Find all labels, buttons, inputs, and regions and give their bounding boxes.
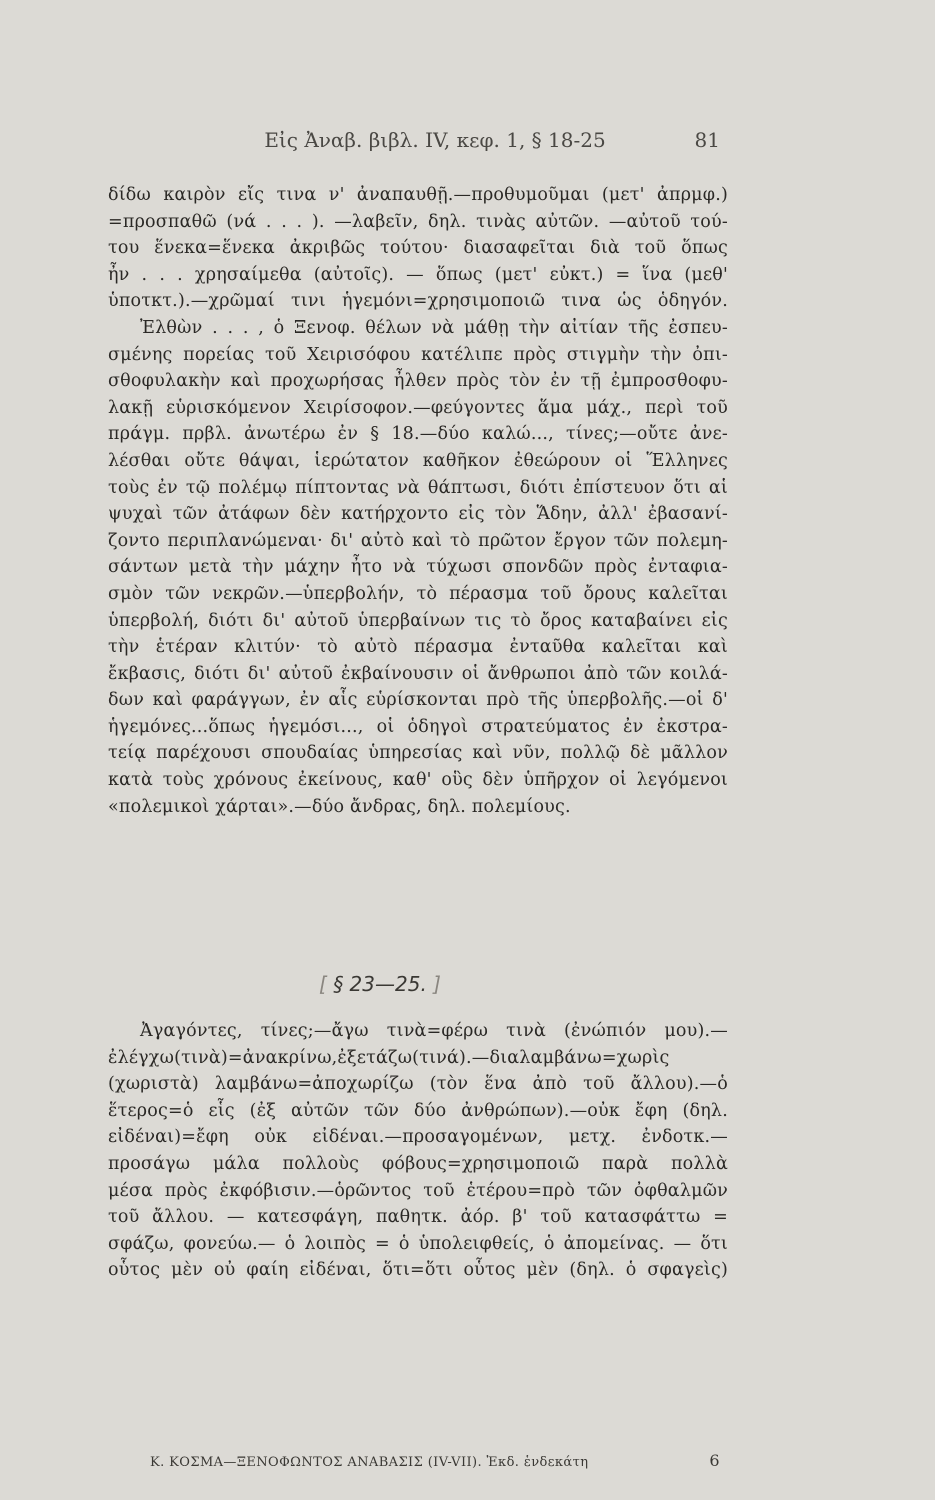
text-line: ἕτερος=ὁ εἷς (ἐξ αὐτῶν τῶν δύο ἀνθρώπων).—οὐκ ἔφη (δηλ. (108, 1100, 728, 1121)
text-line: μέσα πρὸς ἐκφόβισιν.—ὁρῶντος τοῦ ἑτέρου=πρὸ τῶν ὀφθαλμῶν (108, 1180, 728, 1201)
text-line: «πολεμικοὶ χάρται».—δύο ἄνδρας, δηλ. πολεμίους. (108, 796, 571, 817)
text-line: οὗτος μὲν οὐ φαίη εἰδέναι, ὅτι=ὅτι οὗτος μὲν (δηλ. ὁ σφαγεὶς) (108, 1260, 728, 1281)
text-line: εἰδέναι)=ἔφη οὐκ εἰδέναι.—προσαγομένων, μετχ. ἐνδοτκ.— (108, 1127, 728, 1148)
text-line: δίδω καιρὸν εἴς τινα ν' ἀναπαυθῇ.—προθυμοῦμαι (μετ' ἀπρμφ.) (108, 185, 728, 205)
text-line: σφάζω, φονεύω.— ὁ λοιπὸς = ὁ ὑπολειφθείς, ὁ ἀπομείνας. — ὅτι (108, 1233, 728, 1254)
text-line: του ἕνεκα=ἕνεκα ἀκριβῶς τούτου· διασαφεῖται διὰ τοῦ ὅπως (108, 238, 728, 259)
text-line: τοῦ ἄλλου. — κατεσφάγη, παθητκ. ἀόρ. β' τοῦ κατασφάττω = (108, 1207, 728, 1228)
text-line: σμὸν τῶν νεκρῶν.—ὑπερβολήν, τὸ πέρασμα τοῦ ὄρους καλεῖται (108, 583, 728, 604)
signature-mark: 6 (709, 1451, 720, 1470)
running-head (150, 128, 720, 158)
section-heading-open-bracket: [ (319, 972, 327, 996)
section-heading-label: § 23—25. (333, 972, 427, 996)
section-heading (300, 972, 460, 996)
text-line: Ἀγαγόντες, τίνες;—ἄγω τινὰ=φέρω τινὰ (ἐνώπιόν μου).— (140, 1021, 728, 1041)
text-line: ἐλέγχω(τινὰ)=ἀνακρίνω,ἐξετάζω(τινά).—διαλαμβάνω=χωρὶς (108, 1047, 670, 1068)
footer (150, 1451, 720, 1470)
text-line: ἦν . . . χρησαίμεθα (αὐτοῖς). — ὅπως (μετ' εὐκτ.) = ἵνα (μεθ' (108, 264, 728, 285)
commentary-section-23-25 (108, 1018, 728, 1284)
section-heading-close-bracket: ] (433, 972, 441, 996)
text-line: ὑπερβολή, διότι δι' αὐτοῦ ὑπερβαίνων τις τὸ ὄρος καταβαίνει εἰς (108, 610, 728, 631)
text-line: λέσθαι οὔτε θάψαι, ἱερώτατον καθῆκον ἐθεώρουν οἱ Ἕλληνες (108, 450, 728, 471)
text-line: τὴν ἑτέραν κλιτύν· τὸ αὐτὸ πέρασμα ἐνταῦθα καλεῖται καὶ (108, 637, 728, 658)
text-line: ὑποτκτ.).—χρῶμαί τινι ἡγεμόνι=χρησιμοποιῶ τινα ὡς ὁδηγόν. (108, 291, 728, 312)
text-line: ἡγεμόνες...ὅπως ἡγεμόσι..., οἱ ὁδηγοὶ στρατεύματος ἐν ἐκστρα- (108, 716, 728, 737)
text-line: =προσπαθῶ (νά . . . ). —λαβεῖν, δηλ. τινὰς αὐτῶν. —αὐτοῦ τού- (108, 211, 728, 232)
text-line: δων καὶ φαράγγων, ἐν αἷς εὑρίσκονται πρὸ τῆς ὑπερβολῆς.—οἱ δ' (108, 690, 728, 711)
footer-imprint: Κ. ΚΟΣΜΑ—ΞΕΝΟΦΩΝΤΟΣ ΑΝΑΒΑΣΙΣ (IV-VII). Ἐκδ. ἑνδεκάτη (150, 1455, 589, 1470)
text-line: σάντων μετὰ τὴν μάχην ἦτο νὰ τύχωσι σπονδῶν πρὸς ἐνταφια- (108, 557, 728, 578)
text-line: σμένης πορείας τοῦ Χειρισόφου κατέλιπε πρὸς στιγμὴν τὴν ὀπι- (108, 344, 728, 365)
running-head-title: Εἰς Ἀναβ. βιβλ. IV, κεφ. 1, § 18-25 (264, 128, 606, 152)
text-line: Ἐλθὼν . . . , ὁ Ξενοφ. θέλων νὰ μάθῃ τὴν αἰτίαν τῆς ἐσπευ- (140, 317, 728, 338)
text-line: πράγμ. πρβλ. ἀνωτέρω ἐν § 18.—δύο καλώ..., τίνες;—οὔτε ἀνε- (108, 424, 728, 445)
text-line: σθοφυλακὴν καὶ προχωρήσας ἦλθεν πρὸς τὸν ἐν τῇ ἐμπροσθοφυ- (108, 371, 728, 392)
text-line: ζοντο περιπλανώμεναι· δι' αὐτὸ καὶ τὸ πρῶτον ἔργον τῶν πολεμη- (108, 530, 728, 551)
text-line: λακῇ εὑρισκόμενον Χειρίσοφον.—φεύγοντες ἅμα μάχ., περὶ τοῦ (108, 397, 728, 418)
commentary-section-18-22 (108, 182, 728, 820)
text-line: προσάγω μάλα πολλοὺς φόβους=χρησιμοποιῶ παρὰ πολλὰ (108, 1153, 728, 1174)
text-line: (χωριστὰ) λαμβάνω=ἀποχωρίζω (τὸν ἕνα ἀπὸ τοῦ ἄλλου).—ὁ (108, 1074, 728, 1095)
text-line: τείᾳ παρέχουσι σπουδαίας ὑπηρεσίας καὶ νῦν, πολλῷ δὲ μᾶλλον (108, 743, 728, 764)
page-number: 81 (694, 128, 720, 152)
text-line: τοὺς ἐν τῷ πολέμῳ πίπτοντας νὰ θάπτωσι, διότι ἐπίστευον ὅτι αἱ (108, 477, 728, 498)
text-line: ἔκβασις, διότι δι' αὐτοῦ ἐκβαίνουσιν οἱ ἄνθρωποι ἀπὸ τῶν κοιλά- (108, 663, 728, 684)
text-line: κατὰ τοὺς χρόνους ἐκείνους, καθ' οὓς δὲν ὑπῆρχον οἱ λεγόμενοι (108, 770, 728, 791)
text-line: ψυχαὶ τῶν ἀτάφων δὲν κατήρχοντο εἰς τὸν Ἅδην, ἀλλ' ἐβασανί- (108, 504, 728, 525)
